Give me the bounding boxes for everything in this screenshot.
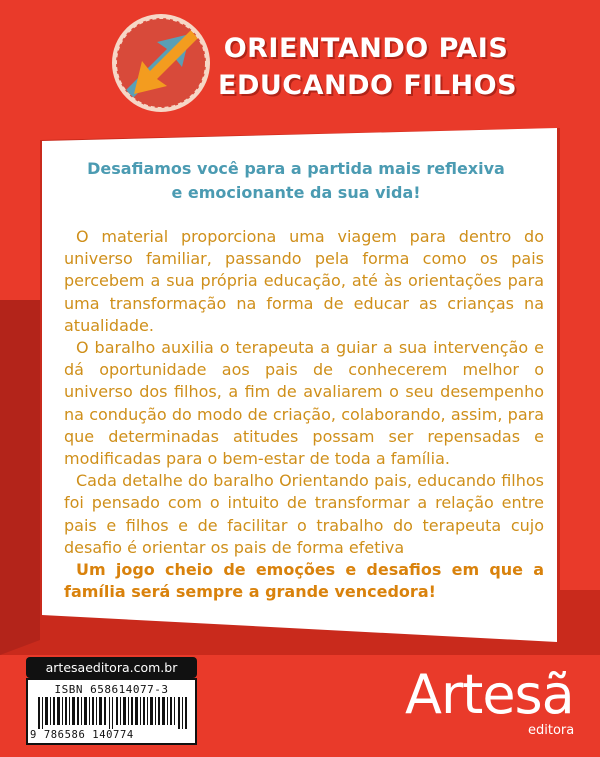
title-line-1: ORIENTANDO PAIS [223,33,509,64]
paragraph-1: O material proporciona uma viagem para dentro do universo familiar, passando pela forma como os pais percebem a sua própria educação, até às orientações para uma transformação na forma de educar as crianças na atualidade. [64,227,544,335]
description-body [64,226,544,603]
intro-text: Desafiamos você para a partida mais reflexiva e emocionante da sua vida! [87,159,505,202]
title-line-2: EDUCANDO FILHOS [218,70,518,101]
isbn-number: ISBN 658614077-3 [54,683,169,696]
publisher-logo: Artesã [405,663,574,726]
paragraph-2: O baralho auxilia o terapeuta a guiar a sua intervenção e dá oportunidade aos pais de conhecerem melhor o universo dos filhos, a fim de avaliarem o seu desempenho na condução do modo de criação, colaborando, assim, para que determinadas atitudes possam ser repensadas e modificadas para o bem-estar de toda a família. [64,338,544,469]
website-label: artesaeditora.com.br [26,657,197,678]
closing-statement: Um jogo cheio de emoções e desafios em que a família será sempre a grande vencedora! [64,560,544,602]
ean-digits: 9 786586 140774 [30,729,134,741]
barcode [26,678,197,745]
paragraph-3: Cada detalhe do baralho Orientando pais, educando filhos foi pensado com o intuito de transformar a relação entre pais e filhos e de facilitar o trabalho do terapeuta cujo desafio é orientar os pais de forma efetiva [64,471,544,557]
publisher-subtitle: editora [528,723,575,738]
barcode-bars [38,697,188,729]
